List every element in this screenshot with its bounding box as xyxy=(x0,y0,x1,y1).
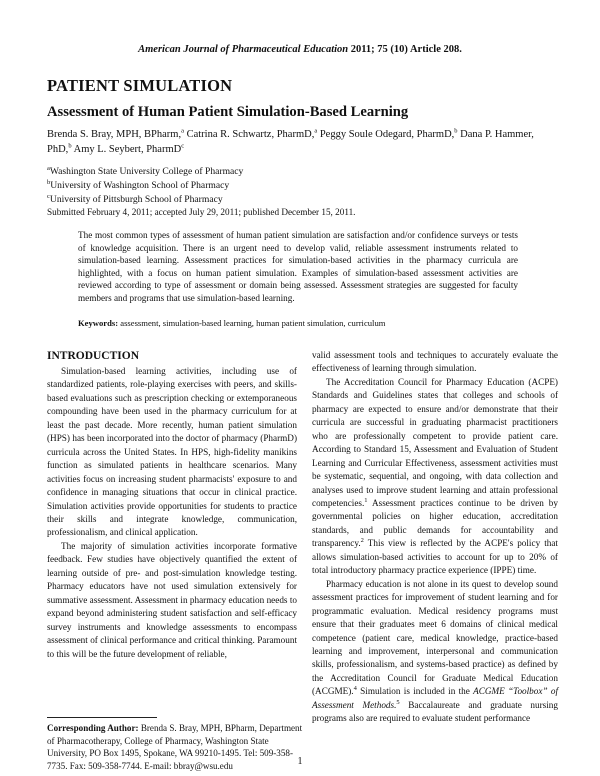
corresponding-author-text: Brenda S. Bray, MPH, BPharm, Department of Pharmacotherapy, College of Pharmacy, Washington State University, PO Box 1495, Spokane, WA 99210-1495. Tel: 509-358-7735. Fax: 509-358-7744. E-mail: bbray@wsu.edu xyxy=(47,723,303,771)
author-affiliation-mark: b xyxy=(68,142,72,150)
affiliation-list xyxy=(47,165,243,207)
author-affiliation-mark: b xyxy=(454,127,458,135)
body-text: Baccalaureate and graduate nursing programs also are required to evaluate student performance xyxy=(312,699,558,724)
affiliation xyxy=(47,179,243,193)
affiliation-mark: c xyxy=(47,192,50,200)
keywords-text: assessment, simulation-based learning, human patient simulation, curriculum xyxy=(120,318,386,328)
body-text: This view is reflected by the ACPE's policy that allows simulation-based activities to account for up to 20% of total introductory pharmacy practice experience (IPPE) time. xyxy=(312,538,558,576)
body-paragraph-3 xyxy=(312,578,558,726)
reference-marker: 1 xyxy=(364,496,368,504)
keywords-label: Keywords: xyxy=(78,318,119,328)
author-name: Catrina R. Schwartz, PharmD, xyxy=(186,129,315,140)
author-list xyxy=(47,127,557,157)
submission-dates: Submitted February 4, 2011; accepted July 29, 2011; published December 15, 2011. xyxy=(47,207,356,217)
author-name: Brenda S. Bray, MPH, BPharm, xyxy=(47,129,182,140)
affiliation-mark: a xyxy=(47,164,50,172)
intro-paragraph-1: Simulation-based learning activities, including use of standardized patients, role-playing exercises with peers, and skills-based evaluations such as prescription checking or extemporaneous compounding have been used in the pharmacy curriculum for at least the past decade. More recently, human patient simulation (HPS) has been incorporated into the doctor of pharmacy (PharmD) curricula across the United States. In HPS, high-fidelity manikins function as simulated patients in healthcare scenarios. Many activities focus on increasing student pharmacists' exposure to and confidence in managing situations that occur in clinical practice. Simulation activities provide opportunities for students to practice their skills and integrate knowledge, communication, professionalism, and clinical application. xyxy=(47,366,297,538)
affiliation xyxy=(47,193,243,207)
corresponding-author-label: Corresponding Author: xyxy=(47,723,139,733)
body-paragraph-1 xyxy=(312,349,558,376)
right-column xyxy=(312,349,558,726)
body-text: Pharmacy education is not alone in its quest to develop sound assessment practices for improvement of student learning and for programmatic evaluation. Medical residency programs must ensure that their graduates meet 6 domains of clinical medical competence (patient care, medical knowledge, practice-based learning and improvement, interpersonal and communication skills, professionalism, and systems-based practice) as defined by the Accreditation Council for Graduate Medical Education (ACGME). xyxy=(312,578,558,697)
author-name: Dana P. Hammer, PhD, xyxy=(47,129,534,155)
journal-name: American Journal of Pharmaceutical Education xyxy=(138,44,349,55)
affiliation-name: University of Washington School of Pharmacy xyxy=(50,180,230,191)
author-affiliation-mark: c xyxy=(181,142,185,150)
journal-issue: 2011; 75 (10) Article 208. xyxy=(350,44,462,55)
page-number: 1 xyxy=(297,756,303,767)
affiliation xyxy=(47,165,243,179)
body-text: The Accreditation Council for Pharmacy Education (ACPE) Standards and Guidelines states that colleges and schools of pharmacy are expected to ensure and/or demonstrate that their curricula are successful in graduating pharmacist practitioners who are professionally competent to provide patient care. According to Standard 15, Assessment and Evaluation of Student Learning and Curricular Effectiveness, assessment activities must be systematic, sequential, and ongoing, with data collection and analyses used to improve student learning and attain professional competencies. xyxy=(312,376,558,508)
reference-marker: 2 xyxy=(360,537,364,545)
reference-marker: 4 xyxy=(353,685,357,693)
section-heading: PATIENT SIMULATION xyxy=(47,76,233,95)
introduction-heading: INTRODUCTION xyxy=(47,350,140,362)
footnote-rule xyxy=(47,717,157,718)
keywords xyxy=(78,318,385,328)
author-affiliation-mark: a xyxy=(181,127,184,135)
author-affiliation-mark: a xyxy=(314,127,318,135)
affiliation-name: University of Pittsburgh School of Pharmacy xyxy=(49,194,223,205)
author-name: Amy L. Seybert, PharmD xyxy=(73,144,182,155)
intro-paragraph-2: The majority of simulation activities incorporate formative feedback. Few studies have objectively quantified the extent of learning outside of pre- and post-simulation knowledge testing. Pharmacy educators have not used simulation extensively for summative assessment. Assessment in pharmacy education needs to expand beyond administering student satisfaction and self-efficacy survey instruments and knowledge assessments to encompass assessment of clinical performance and critical thinking. Paramount to this will be the future development of reliable, xyxy=(47,540,297,659)
author-name: Peggy Soule Odegard, PharmD, xyxy=(319,129,455,140)
left-column xyxy=(47,349,297,661)
body-paragraph-2 xyxy=(312,376,558,578)
abstract: The most common types of assessment of human patient simulation are satisfaction and/or confidence surveys or tests of knowledge acquisition. There is an urgent need to develop valid, reliable assessment instruments related to simulation-based learning. Assessment practices for simulation-based activities in the pharmacy curricula are highlighted, with a focus on human patient simulation. Examples of simulation-based assessment activities are reviewed according to type of assessment or domain being assessed. Assessment strategies are suggested for faculty members and programs that use simulation-based learning. xyxy=(78,230,518,303)
affiliation-name: Washington State University College of Pharmacy xyxy=(49,166,244,177)
body-text: Assessment practices continue to be driven by governmental policies on higher education, accreditation standards, and public demands for accountability and transparency. xyxy=(312,497,558,549)
body-text: valid assessment tools and techniques to accurately evaluate the effectiveness of learning through simulation. xyxy=(312,350,558,374)
body-text: Simulation is included in the xyxy=(356,686,474,697)
affiliation-mark: b xyxy=(47,178,51,186)
journal-header xyxy=(0,44,600,55)
italic-title: ACGME “Toolbox” of Assessment Methods. xyxy=(312,686,558,710)
reference-marker: 5 xyxy=(396,698,400,706)
article-title: Assessment of Human Patient Simulation-Based Learning xyxy=(47,104,409,120)
